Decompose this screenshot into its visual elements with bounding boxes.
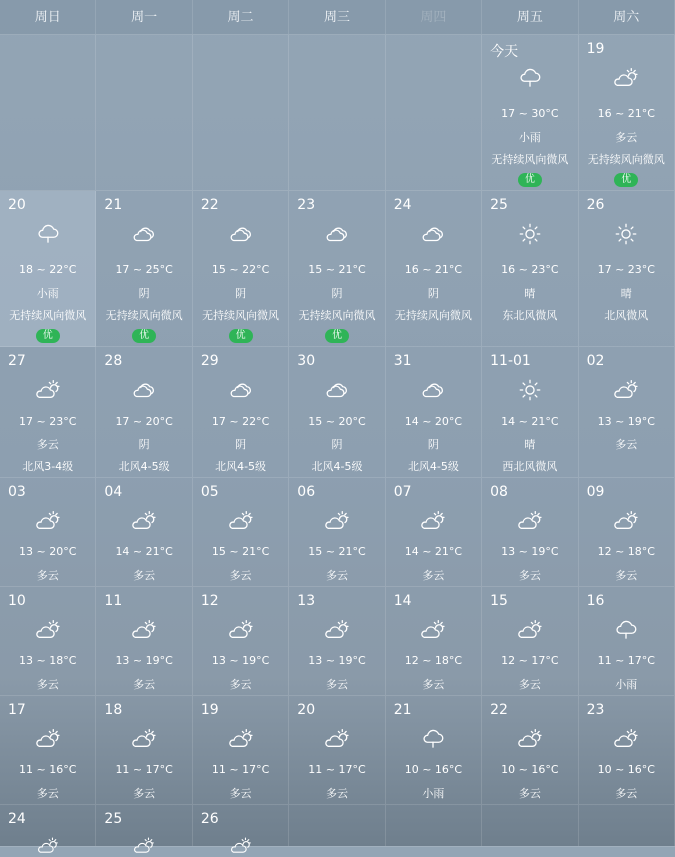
day-number: 09 [586,484,605,500]
weather-condition: 阴 [138,287,150,300]
weather-condition: 多云 [133,569,156,582]
day-number: 05 [200,484,219,500]
temperature-range: 18 ~ 22°C [19,263,77,276]
day-cell[interactable] [482,347,578,478]
wind-info: 无持续风向微风 [298,309,376,322]
partly-cloudy-icon [0,508,95,534]
day-cell[interactable] [386,478,482,587]
temperature-range: 13 ~ 18°C [19,654,77,667]
rain-icon [579,617,674,643]
partly-cloudy-icon [386,508,481,534]
partly-cloudy-icon [482,726,577,752]
partly-cloudy-icon [96,508,191,534]
day-cell[interactable] [579,191,675,347]
day-number: 19 [200,702,219,718]
sunny-icon [482,221,577,247]
wind-info: 北风3-4级 [22,460,74,473]
partly-cloudy-icon [0,377,95,403]
partly-cloudy-icon [482,508,577,534]
temperature-range: 14 ~ 21°C [115,545,173,558]
partly-cloudy-icon [579,726,674,752]
day-cell[interactable] [0,696,96,805]
partly-cloudy-icon [579,65,674,91]
partly-cloudy-icon [579,377,674,403]
weekday-label: 周六 [579,0,675,34]
air-quality-badge: 优 [36,329,60,343]
wind-info: 无持续风向微风 [105,309,183,322]
day-cell[interactable] [579,696,675,805]
weather-condition: 多云 [133,678,156,691]
wind-info: 无持续风向微风 [394,309,472,322]
weekday-label: 周日 [0,0,96,34]
day-cell[interactable] [96,696,192,805]
weather-condition: 晴 [524,438,536,451]
day-cell[interactable] [96,347,192,478]
air-quality-badge: 优 [229,329,253,343]
temperature-range: 13 ~ 19°C [501,545,559,558]
day-number: 11-01 [490,353,531,369]
day-cell[interactable] [579,478,675,587]
wind-info: 北风4-5级 [215,460,267,473]
weather-condition: 多云 [36,438,59,451]
weather-condition: 小雨 [422,787,445,800]
weather-condition: 多云 [229,678,252,691]
partly-cloudy-icon [482,617,577,643]
day-number: 17 [8,702,26,718]
day-number: 13 [297,593,316,609]
temperature-range: 11 ~ 17°C [597,654,655,667]
weather-condition: 多云 [229,569,252,582]
temperature-range: 12 ~ 18°C [597,545,655,558]
day-cell[interactable] [482,587,578,696]
temperature-range: 13 ~ 19°C [115,654,173,667]
weekday-label: 周一 [96,0,192,34]
cloudy-icon [96,377,191,403]
temperature-range: 15 ~ 21°C [308,545,366,558]
partly-cloudy-icon [0,835,95,857]
empty-day-cell [482,805,578,847]
day-cell[interactable] [482,35,578,191]
temperature-range: 11 ~ 17°C [308,763,366,776]
weather-condition: 阴 [331,438,343,451]
weather-condition: 阴 [331,287,343,300]
day-number: 28 [104,353,123,369]
cloudy-icon [386,221,481,247]
partly-cloudy-icon [386,617,481,643]
temperature-range: 14 ~ 21°C [501,415,559,428]
day-cell[interactable] [482,696,578,805]
weather-condition: 阴 [138,438,150,451]
temperature-range: 17 ~ 22°C [211,415,270,428]
empty-day-cell [386,805,482,847]
day-number: 30 [297,353,316,369]
cloudy-icon [96,221,191,247]
rain-icon [482,65,577,91]
wind-info: 东北风微风 [502,309,558,322]
empty-day-cell [386,35,482,191]
weather-condition: 晴 [620,287,632,300]
day-cell[interactable] [193,347,289,478]
wind-info: 北风4-5级 [311,460,363,473]
weather-condition: 多云 [325,569,348,582]
partly-cloudy-icon [289,508,384,534]
day-number: 24 [393,197,412,213]
day-cell[interactable] [289,191,385,347]
empty-day-cell [289,35,385,191]
temperature-range: 16 ~ 21°C [597,107,655,120]
weather-condition: 多云 [615,438,638,451]
weekday-header [0,0,675,35]
day-number: 16 [586,593,605,609]
temperature-range: 14 ~ 21°C [404,545,463,558]
air-quality-badge: 优 [132,329,156,343]
temperature-range: 10 ~ 16°C [597,763,655,776]
weather-condition: 多云 [422,678,445,691]
day-cell[interactable] [96,805,192,847]
day-cell[interactable] [579,35,675,191]
weather-condition: 多云 [133,787,156,800]
day-cell[interactable] [289,587,385,696]
temperature-range: 13 ~ 19°C [211,654,270,667]
air-quality-badge: 优 [614,173,638,187]
temperature-range: 11 ~ 17°C [211,763,270,776]
weather-condition: 多云 [422,569,445,582]
day-cell[interactable] [386,587,482,696]
weather-condition: 多云 [36,787,59,800]
day-number: 今天 [490,44,519,60]
weather-condition: 多云 [518,569,541,582]
weather-condition: 多云 [615,569,638,582]
day-number: 04 [104,484,123,500]
weather-condition: 多云 [518,787,541,800]
rain-icon [0,221,95,247]
day-cell[interactable] [0,805,96,847]
day-cell[interactable] [579,587,675,696]
cloudy-icon [289,221,384,247]
weather-condition: 阴 [235,287,247,300]
empty-day-cell [579,805,675,847]
day-cell[interactable] [289,347,385,478]
weather-condition: 多云 [325,787,348,800]
weekday-label: 周三 [289,0,385,34]
day-number: 27 [8,353,26,369]
cloudy-icon [386,377,481,403]
rain-icon [386,726,481,752]
cloudy-icon [193,221,288,247]
day-cell[interactable] [96,191,192,347]
temperature-range: 15 ~ 21°C [308,263,366,276]
air-quality-badge: 优 [518,173,542,187]
wind-info: 无持续风向微风 [9,309,87,322]
temperature-range: 14 ~ 20°C [404,415,463,428]
partly-cloudy-icon [96,726,191,752]
wind-info: 无持续风向微风 [587,153,665,166]
day-number: 03 [8,484,26,500]
partly-cloudy-icon [193,726,288,752]
partly-cloudy-icon [96,617,191,643]
temperature-range: 10 ~ 16°C [501,763,559,776]
day-cell[interactable] [0,347,96,478]
temperature-range: 11 ~ 16°C [19,763,77,776]
air-quality-badge: 优 [325,329,349,343]
weekday-label: 周五 [482,0,578,34]
empty-day-cell [96,35,192,191]
temperature-range: 17 ~ 20°C [115,415,173,428]
cloudy-icon [289,377,384,403]
day-cell[interactable] [193,191,289,347]
day-cell[interactable] [386,347,482,478]
temperature-range: 13 ~ 20°C [19,545,77,558]
weather-condition: 多云 [325,678,348,691]
weather-condition: 多云 [615,131,638,144]
temperature-range: 16 ~ 23°C [501,263,559,276]
weather-condition: 多云 [518,678,541,691]
temperature-range: 17 ~ 23°C [597,263,655,276]
day-number: 21 [393,702,412,718]
partly-cloudy-icon [0,617,95,643]
day-number: 06 [297,484,316,500]
day-number: 26 [200,811,219,827]
day-number: 25 [104,811,123,827]
temperature-range: 16 ~ 21°C [404,263,463,276]
day-cell[interactable] [193,478,289,587]
day-number: 02 [586,353,605,369]
day-cell[interactable] [193,696,289,805]
weather-condition: 小雨 [615,678,638,691]
weather-condition: 阴 [427,287,439,300]
day-cell[interactable] [0,478,96,587]
day-number: 23 [297,197,316,213]
day-number: 23 [586,702,605,718]
empty-day-cell [289,805,385,847]
day-number: 22 [490,702,508,718]
day-cell[interactable] [482,191,578,347]
day-number: 20 [297,702,316,718]
temperature-range: 12 ~ 18°C [404,654,463,667]
day-cell[interactable] [289,478,385,587]
wind-info: 西北风微风 [502,460,558,473]
day-number: 26 [586,197,605,213]
weather-condition: 多云 [615,787,638,800]
day-cell[interactable] [289,696,385,805]
partly-cloudy-icon [96,835,191,857]
sunny-icon [482,377,577,403]
day-number: 18 [104,702,123,718]
day-number: 31 [393,353,412,369]
empty-day-cell [193,35,289,191]
day-number: 10 [8,593,26,609]
wind-info: 北风4-5级 [118,460,170,473]
temperature-range: 13 ~ 19°C [308,654,366,667]
partly-cloudy-icon [193,508,288,534]
temperature-range: 12 ~ 17°C [501,654,559,667]
temperature-range: 13 ~ 19°C [597,415,655,428]
sunny-icon [579,221,674,247]
partly-cloudy-icon [289,617,384,643]
day-cell[interactable] [386,191,482,347]
partly-cloudy-icon [0,726,95,752]
temperature-range: 11 ~ 17°C [115,763,173,776]
wind-info: 北风微风 [604,309,649,322]
day-cell[interactable] [193,805,289,847]
partly-cloudy-icon [289,726,384,752]
temperature-range: 17 ~ 30°C [501,107,559,120]
day-number: 20 [8,197,26,213]
weather-condition: 阴 [235,438,247,451]
day-cell[interactable] [96,478,192,587]
day-cell[interactable] [193,587,289,696]
day-number: 29 [200,353,219,369]
weather-condition: 多云 [36,569,59,582]
cloudy-icon [193,377,288,403]
day-cell[interactable] [96,587,192,696]
temperature-range: 10 ~ 16°C [404,763,463,776]
day-number: 21 [104,197,123,213]
weather-condition: 多云 [36,678,59,691]
day-cell[interactable] [579,347,675,478]
temperature-range: 15 ~ 20°C [308,415,366,428]
weekday-label: 周二 [193,0,289,34]
day-cell[interactable] [0,587,96,696]
weather-condition: 小雨 [36,287,59,300]
day-number: 12 [200,593,219,609]
day-number: 14 [393,593,412,609]
day-cell[interactable] [386,696,482,805]
day-cell[interactable] [0,191,96,347]
weather-condition: 小雨 [518,131,541,144]
weather-condition: 多云 [229,787,252,800]
empty-day-cell [0,35,96,191]
day-number: 08 [490,484,508,500]
temperature-range: 17 ~ 25°C [115,263,173,276]
day-number: 25 [490,197,508,213]
day-number: 15 [490,593,508,609]
weather-condition: 阴 [427,438,439,451]
temperature-range: 15 ~ 22°C [211,263,270,276]
day-number: 22 [200,197,219,213]
partly-cloudy-icon [193,835,288,857]
wind-info: 无持续风向微风 [491,153,569,166]
temperature-range: 17 ~ 23°C [19,415,77,428]
day-number: 19 [586,41,605,57]
weather-condition: 晴 [524,287,536,300]
partly-cloudy-icon [193,617,288,643]
wind-info: 北风4-5级 [407,460,459,473]
partly-cloudy-icon [579,508,674,534]
temperature-range: 15 ~ 21°C [211,545,270,558]
calendar-grid [0,35,675,847]
wind-info: 无持续风向微风 [202,309,280,322]
day-number: 07 [393,484,412,500]
weekday-label: 周四 [386,0,482,34]
day-cell[interactable] [482,478,578,587]
day-number: 24 [8,811,26,827]
day-number: 11 [104,593,123,609]
